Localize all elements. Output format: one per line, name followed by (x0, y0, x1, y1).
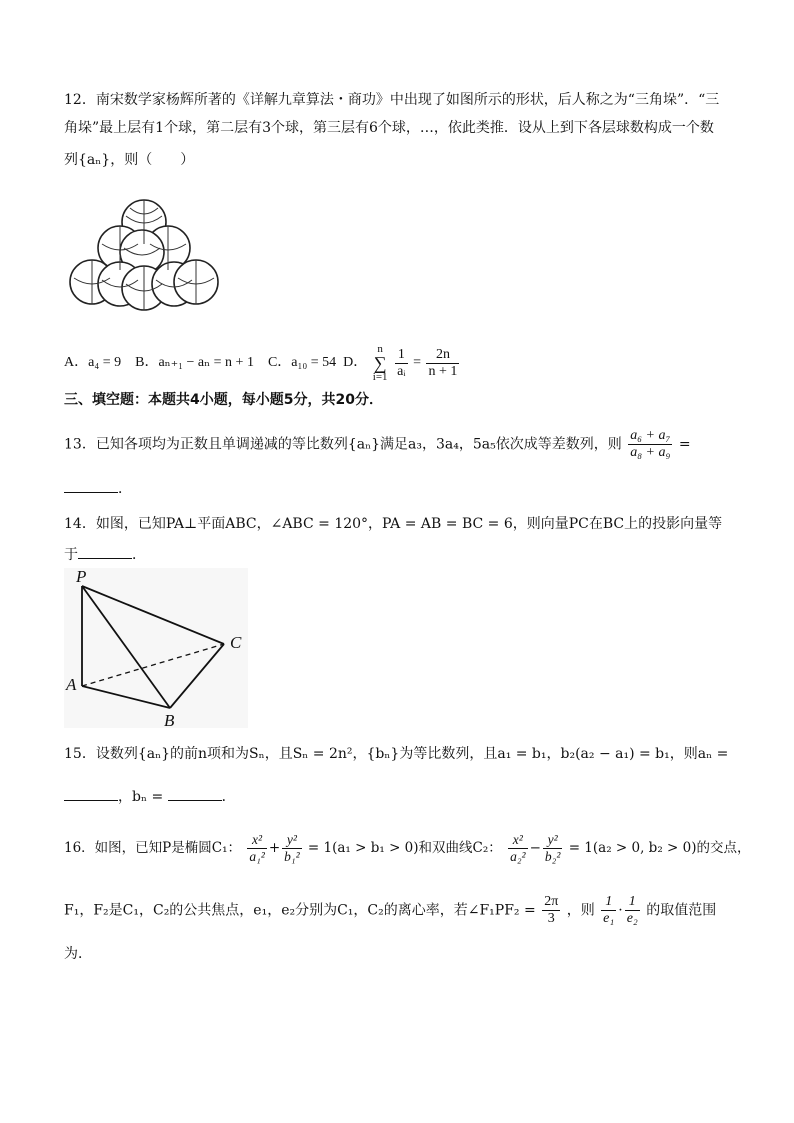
frac-denominator: n + 1 (428, 363, 458, 379)
period: ． (132, 547, 146, 563)
frac-numerator: 2π (544, 894, 559, 909)
q12-line3: 列{aₙ}，则（ ） (64, 152, 195, 168)
frac-denominator: e₁ (603, 911, 615, 926)
option-d-prefix: D． (343, 355, 368, 371)
q12-line1: 12．南宋数学家杨辉所著的《详解九章算法・商功》中出现了如图所示的形状，后人称之为“三角垛”．“三 (64, 92, 720, 108)
frac-numerator: 1 (395, 347, 408, 364)
option-d[interactable] (343, 343, 461, 383)
sum-bottom: i=1 (372, 371, 388, 383)
frac-numerator: x² (247, 832, 267, 849)
q16-text-d: F₁，F₂是C₁，C₂的公共焦点，e₁，e₂分别为C₁，C₂的离心率，若∠F₁PF₂ = (64, 902, 536, 919)
q15-mid: ，bₙ = (118, 789, 164, 805)
q14-line2 (64, 544, 146, 565)
hyperbola-x-term (508, 832, 528, 865)
equals-sign: = (678, 436, 691, 453)
inverse-e2 (625, 894, 640, 927)
period: ． (118, 481, 132, 497)
q16-text-a: 16．如图，已知P是椭圆C₁： (64, 840, 242, 856)
answer-blank[interactable] (78, 544, 132, 559)
tetrahedron-figure (64, 568, 248, 728)
section-heading: 三、填空题：本题共4小题，每小题5分，共20分． (64, 392, 383, 408)
sum-sign: ∑ (373, 353, 387, 373)
frac-numerator: 2n (426, 347, 459, 364)
equals-sign: = (413, 355, 421, 371)
answer-blank[interactable] (64, 478, 118, 493)
q15-line2 (64, 786, 236, 807)
option-b[interactable]: B．aₙ₊₁ − aₙ = n + 1 (135, 355, 254, 371)
q16-line2 (64, 894, 716, 927)
frac-denominator: aᵢ (397, 363, 406, 379)
frac-denominator: b₁² (284, 849, 300, 864)
q12-line2: 角垛”最上层有1个球，第二层有3个球，第三层有6个球，…，依此类推．设从上到下各层球数构成一个数 (64, 120, 714, 136)
dot-operator: · (618, 902, 623, 919)
frac-denominator: a₈ + a₉ (630, 445, 671, 460)
label-p: P (76, 568, 87, 586)
q16-text-e: ，则 (566, 902, 595, 919)
q16-text-f: 的取值范围 (646, 902, 717, 919)
label-c: C (230, 633, 242, 652)
q16-text-c: = 1(a₂ > 0, b₂ > 0)的交点， (568, 840, 751, 856)
label-a: A (66, 675, 77, 694)
option-d-frac2 (426, 347, 459, 380)
option-c[interactable]: C．a₁₀ = 54 (267, 355, 337, 371)
frac-numerator: x² (508, 832, 528, 849)
label-b: B (164, 711, 175, 728)
frac-numerator: a₆ + a₇ (630, 428, 671, 443)
sum-top: n (377, 343, 383, 355)
q16-line3: 为． (64, 946, 92, 962)
frac-numerator: y² (282, 832, 302, 849)
q16-text-b: = 1(a₁ > b₁ > 0)和双曲线C₂： (307, 840, 502, 856)
ellipse-x-term (247, 832, 267, 865)
q13-text: 13．已知各项均为正数且单调递减的等比数列{aₙ}满足a₃，3a₄，5a₅依次成等差数列，则 (64, 436, 622, 453)
q16-line1 (64, 832, 750, 865)
q14-line1: 14．如图，已知PA⊥平面ABC，∠ABC = 120°，PA = AB = BC = 6，则向量PC在BC上的投影向量等 (64, 516, 723, 532)
frac-numerator: y² (543, 832, 563, 849)
ellipse-y-term (282, 832, 302, 865)
minus-sign: − (529, 840, 541, 856)
inverse-e1 (601, 894, 616, 927)
q15-line1: 15．设数列{aₙ}的前n项和为Sₙ，且Sₙ = 2n²，{bₙ}为等比数列，且a₁ = b₁，b₂(a₂ − a₁) = b₁，则aₙ = (64, 746, 729, 762)
q13-fraction (628, 428, 672, 461)
frac-denominator: e₂ (626, 911, 638, 926)
q14-prefix: 于 (64, 547, 78, 563)
frac-numerator: 1 (601, 894, 616, 911)
q13-answer-line (64, 478, 132, 499)
answer-blank-an[interactable] (64, 786, 118, 801)
frac-denominator: a₁² (249, 849, 265, 864)
period: ． (221, 789, 236, 805)
angle-fraction (542, 894, 560, 927)
frac-denominator: b₂² (544, 849, 561, 864)
q13-line1 (64, 428, 691, 461)
option-a[interactable]: A．a₄ = 9 (64, 355, 122, 371)
frac-numerator: 1 (625, 894, 640, 911)
frac-denominator: 3 (547, 911, 555, 926)
triangular-pile-figure (64, 190, 224, 316)
answer-blank-bn[interactable] (168, 786, 222, 801)
q12-options (64, 344, 461, 382)
plus-sign: + (268, 840, 281, 856)
option-d-frac1 (395, 347, 408, 380)
frac-denominator: a₂² (510, 849, 526, 864)
hyperbola-y-term (543, 832, 563, 865)
sum-symbol (373, 344, 388, 382)
